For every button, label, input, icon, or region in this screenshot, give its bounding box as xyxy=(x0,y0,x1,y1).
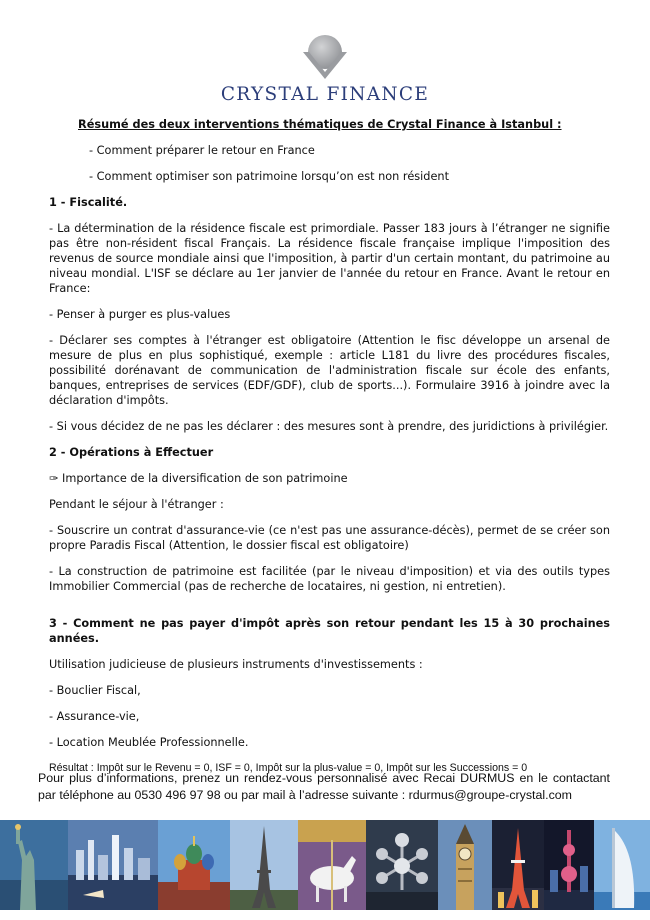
logo-wordmark: CRYSTAL FINANCE xyxy=(220,84,430,105)
intro-bullet: - Comment préparer le retour en France xyxy=(89,144,315,157)
contact-paragraph: Pour plus d’informations, prenez un rendez-vous personnalisé avec Recai DURMUS en le contactant par téléphone au 0530 496 97 98 ou par mail à l’adresse suivante : rdurmus@groupe-crystal.com xyxy=(38,771,610,802)
spacer xyxy=(49,605,610,616)
section-2-paragraph: - La construction de patrimoine est facilitée (par le niveau d'imposition) et via des outils types Immobilier Commercial (pas de recherche de locataires, ni gestion, ni entretien). xyxy=(49,565,610,593)
section-3-paragraph: Utilisation judicieuse de plusieurs instruments d'investissements : xyxy=(49,658,423,671)
carousel-horse-image xyxy=(298,820,366,910)
section-3-paragraph: - Location Meublée Professionnelle. xyxy=(49,736,249,749)
section-3-paragraph: - Bouclier Fiscal, xyxy=(49,684,141,697)
city-skyline-banner xyxy=(0,820,650,910)
crystal-finance-logo xyxy=(0,32,650,108)
section-3-title: 3 - Comment ne pas payer d'impôt après son retour pendant les 15 à 30 prochaines années. xyxy=(49,617,610,645)
hong-kong-skyline-image xyxy=(68,820,158,910)
result-line: Résultat : Impôt sur le Revenu = 0, ISF = 0, Impôt sur la plus-value = 0, Impôt sur les Successions = 0 xyxy=(49,762,528,774)
intro-bullet: - Comment optimiser son patrimoine lorsqu’on est non résident xyxy=(89,170,450,183)
section-1-title: 1 - Fiscalité. xyxy=(49,196,128,209)
moscow-cathedral-image xyxy=(158,820,230,910)
section-2-paragraph: ✑ Importance de la diversification de son patrimoine xyxy=(49,472,348,485)
big-ben-image xyxy=(438,820,492,910)
section-2-title: 2 - Opérations à Effectuer xyxy=(49,446,214,459)
crystal-logo-mark-icon xyxy=(297,32,353,82)
section-1-paragraph: - Penser à purger es plus-values xyxy=(49,308,231,321)
section-2-paragraph: Pendant le séjour à l'étranger : xyxy=(49,498,224,511)
shanghai-skyline-image xyxy=(544,820,594,910)
section-1-paragraph: - La détermination de la résidence fiscale est primordiale. Passer 183 jours à l’étranger ne signifie pas être non-résident fiscal Français. La résidence fiscale française implique l'imposition des revenus de source mondiale ainsi que l'imposition, à partir d'un certain montant, du patrimoine au niveau mondial. L'ISF se déclare au 1er janvier de l'année du retour en France. Avant le retour en France: xyxy=(49,222,610,295)
document-body xyxy=(49,117,610,786)
section-3-paragraph: - Assurance-vie, xyxy=(49,710,140,723)
section-2-paragraph: - Souscrire un contrat d'assurance-vie (ce n'est pas une assurance-décès), permet de se créer son propre Paradis Fiscal (Attention, le dossier fiscal est obligatoire) xyxy=(49,524,610,552)
eiffel-tower-image xyxy=(230,820,298,910)
document-title: Résumé des deux interventions thématiques de Crystal Finance à Istanbul : xyxy=(78,118,562,131)
tokyo-tower-image xyxy=(492,820,544,910)
section-1-paragraph: - Déclarer ses comptes à l'étranger est obligatoire (Attention le fisc développe un arsenal de mesure de plus en plus sophistiqué, exemple : article L181 du livre des procédures fiscales, possibilité dorénavant de communication de l'administration fiscale sur école des enfants, banques, entreprises de services (EDF/GDF), club de sports...). Formulaire 3916 à joindre avec la déclaration d'impôts. xyxy=(49,334,610,407)
atomium-image xyxy=(366,820,438,910)
section-1-paragraph: - Si vous décidez de ne pas les déclarer : des mesures sont à prendre, des juridictions à privilégier. xyxy=(49,420,609,433)
burj-al-arab-image xyxy=(594,820,650,910)
statue-of-liberty-image xyxy=(0,820,68,910)
